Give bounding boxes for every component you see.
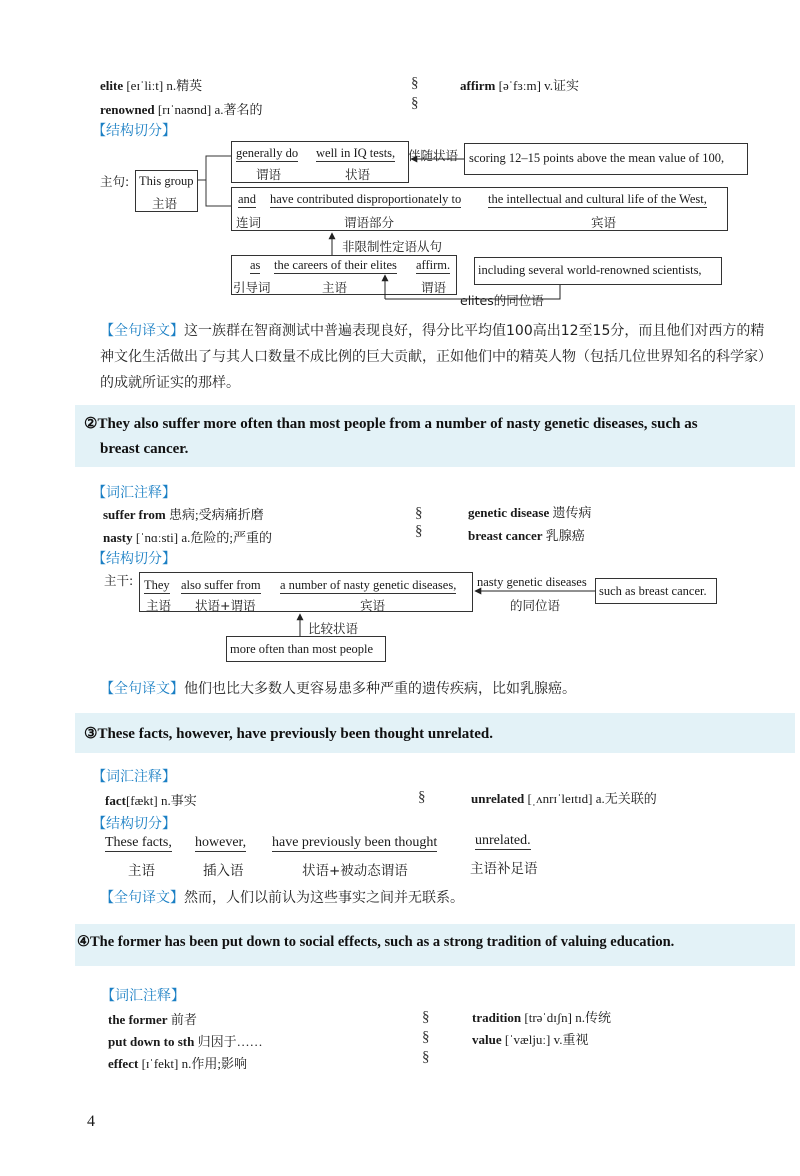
- translation-3: 【全句译文】然而，人们以前认为这些事实之间并无联系。: [100, 890, 464, 906]
- vocab-unrelated: unrelated [ˌʌnrɪˈleɪtɪd] a.无关联的: [471, 791, 657, 806]
- as-text: as: [250, 258, 261, 272]
- well-iq-text: well in IQ tests,: [316, 146, 396, 160]
- object-label: 宾语: [360, 598, 386, 613]
- vocab-elite: elite [eɪˈliːt] n.精英: [100, 78, 203, 93]
- vocab-tag: 【词汇注释】: [101, 988, 185, 1004]
- page-number: 4: [87, 1113, 95, 1130]
- translation-tag: 【全句译文】: [100, 681, 184, 697]
- careers-text: the careers of their elites: [274, 258, 397, 272]
- nasty-gd-text: nasty genetic diseases: [477, 575, 587, 589]
- vocab-tag: 【词汇注释】: [92, 769, 176, 785]
- have-contributed-text: have contributed disproportionately to: [270, 192, 462, 206]
- subject-label-2: 主语: [322, 280, 348, 295]
- also-suffer-text: also suffer from: [181, 578, 261, 592]
- translation-1: 【全句译文】这一族群在智商测试中普遍表现良好，得分比平均值100高出12至15分，而且他们对西方的精神文化生活做出了与其人口数量不成比例的巨大贡献，正如他们中的精英人物（包括几位世界知名的科学家）的成就所证实的那样。: [100, 323, 772, 391]
- pred-part-label: 谓语部分: [344, 215, 395, 230]
- seg-however: however,: [195, 835, 247, 850]
- sentence-4-line: ④The former has been put down to social effects, such as a strong tradition of valuing education.: [77, 934, 675, 950]
- structure-tag: 【结构切分】: [92, 551, 176, 567]
- structure-tag: 【结构切分】: [92, 816, 176, 832]
- vocab-breast-cancer: breast cancer 乳腺癌: [468, 528, 585, 543]
- affirm-text: affirm.: [416, 258, 451, 272]
- vocab-suffer-from: suffer from 患病;受病痛折磨: [103, 507, 264, 522]
- generally-do-text: generally do: [236, 146, 299, 160]
- translation-tag: 【全句译文】: [100, 890, 184, 906]
- main-trunk-label: 主干:: [104, 573, 134, 588]
- vocab-affirm: affirm [əˈfɜːm] v.证实: [460, 78, 580, 93]
- subject-label: 主语: [128, 863, 155, 879]
- including-text: including several world-renowned scientists,: [478, 263, 702, 277]
- intro-word-label: 引导词: [233, 280, 271, 295]
- sentence-2-line2: breast cancer.: [100, 441, 189, 457]
- vocab-value: value [ˈvæljuː] v.重视: [472, 1032, 589, 1047]
- more-often-text: more often than most people: [230, 642, 374, 656]
- parenthesis-label: 插入语: [203, 863, 244, 879]
- predicate-label-2: 谓语: [421, 280, 447, 295]
- object-label: 宾语: [591, 215, 617, 230]
- translation-tag: 【全句译文】: [100, 323, 184, 339]
- main-clause-label: 主句:: [100, 174, 130, 189]
- adv-passive-label: 状语+被动态谓语: [302, 863, 408, 879]
- appositive-label: 的同位语: [510, 598, 561, 613]
- they-text: They: [144, 578, 170, 592]
- vocab-put-down-to: put down to sth 归因于……: [108, 1034, 263, 1049]
- conj-label: 连词: [236, 215, 262, 230]
- number-nasty-text: a number of nasty genetic diseases,: [280, 578, 457, 592]
- elites-appositive-label: elites的同位语: [460, 293, 544, 308]
- structure-tag: 【结构切分】: [92, 123, 176, 139]
- divider-squiggle-icon: §: [411, 95, 419, 111]
- seg-unrelated: unrelated.: [475, 833, 531, 848]
- vocab-nasty: nasty [ˈnɑːsti] a.危险的;严重的: [103, 530, 272, 545]
- vocab-genetic-disease: genetic disease 遗传病: [468, 505, 592, 520]
- divider-squiggle-icon: §: [415, 523, 423, 539]
- such-as-text: such as breast cancer.: [599, 584, 707, 598]
- sentence-2-line1: ②They also suffer more often than most people from a number of nasty genetic diseases, such as: [84, 416, 698, 432]
- divider-squiggle-icon: §: [415, 505, 423, 521]
- vocab-effect: effect [ɪˈfekt] n.作用;影响: [108, 1056, 247, 1071]
- divider-squiggle-icon: §: [418, 789, 426, 805]
- complement-label: 主语补足语: [470, 861, 538, 877]
- divider-squiggle-icon: §: [411, 75, 419, 91]
- vocab-tradition: tradition [trəˈdɪʃn] n.传统: [472, 1010, 612, 1025]
- intellectual-text: the intellectual and cultural life of the West,: [488, 192, 707, 206]
- vocab-the-former: the former 前者: [108, 1012, 197, 1027]
- compare-adverbial-label: 比较状语: [308, 621, 359, 636]
- translation-2: 【全句译文】他们也比大多数人更容易患多种严重的遗传疾病，比如乳腺癌。: [100, 681, 576, 697]
- subject-label: 主语: [152, 196, 178, 211]
- vocab-fact: fact[fækt] n.事实: [105, 793, 197, 808]
- divider-squiggle-icon: §: [422, 1049, 430, 1065]
- seg-these-facts: These facts,: [105, 835, 172, 850]
- scoring-text: scoring 12–15 points above the mean value of 100,: [469, 151, 725, 165]
- adv-pred-label: 状语+谓语: [195, 598, 256, 613]
- divider-squiggle-icon: §: [422, 1009, 430, 1025]
- divider-squiggle-icon: §: [422, 1029, 430, 1045]
- sentence-3-line: ③These facts, however, have previously been thought unrelated.: [84, 726, 494, 742]
- accomp-adverbial-label: 伴随状语: [408, 148, 459, 163]
- predicate-label: 谓语: [256, 167, 282, 182]
- adverbial-label: 状语: [345, 167, 371, 182]
- and-text: and: [238, 192, 257, 206]
- nonrestrictive-label: 非限制性定语从句: [342, 239, 443, 254]
- seg-have-previously: have previously been thought: [272, 835, 438, 850]
- vocab-renowned: renowned [rɪˈnaʊnd] a.著名的: [100, 102, 263, 117]
- subject-label: 主语: [146, 598, 172, 613]
- this-group-text: This group: [139, 174, 194, 188]
- vocab-tag: 【词汇注释】: [92, 485, 176, 501]
